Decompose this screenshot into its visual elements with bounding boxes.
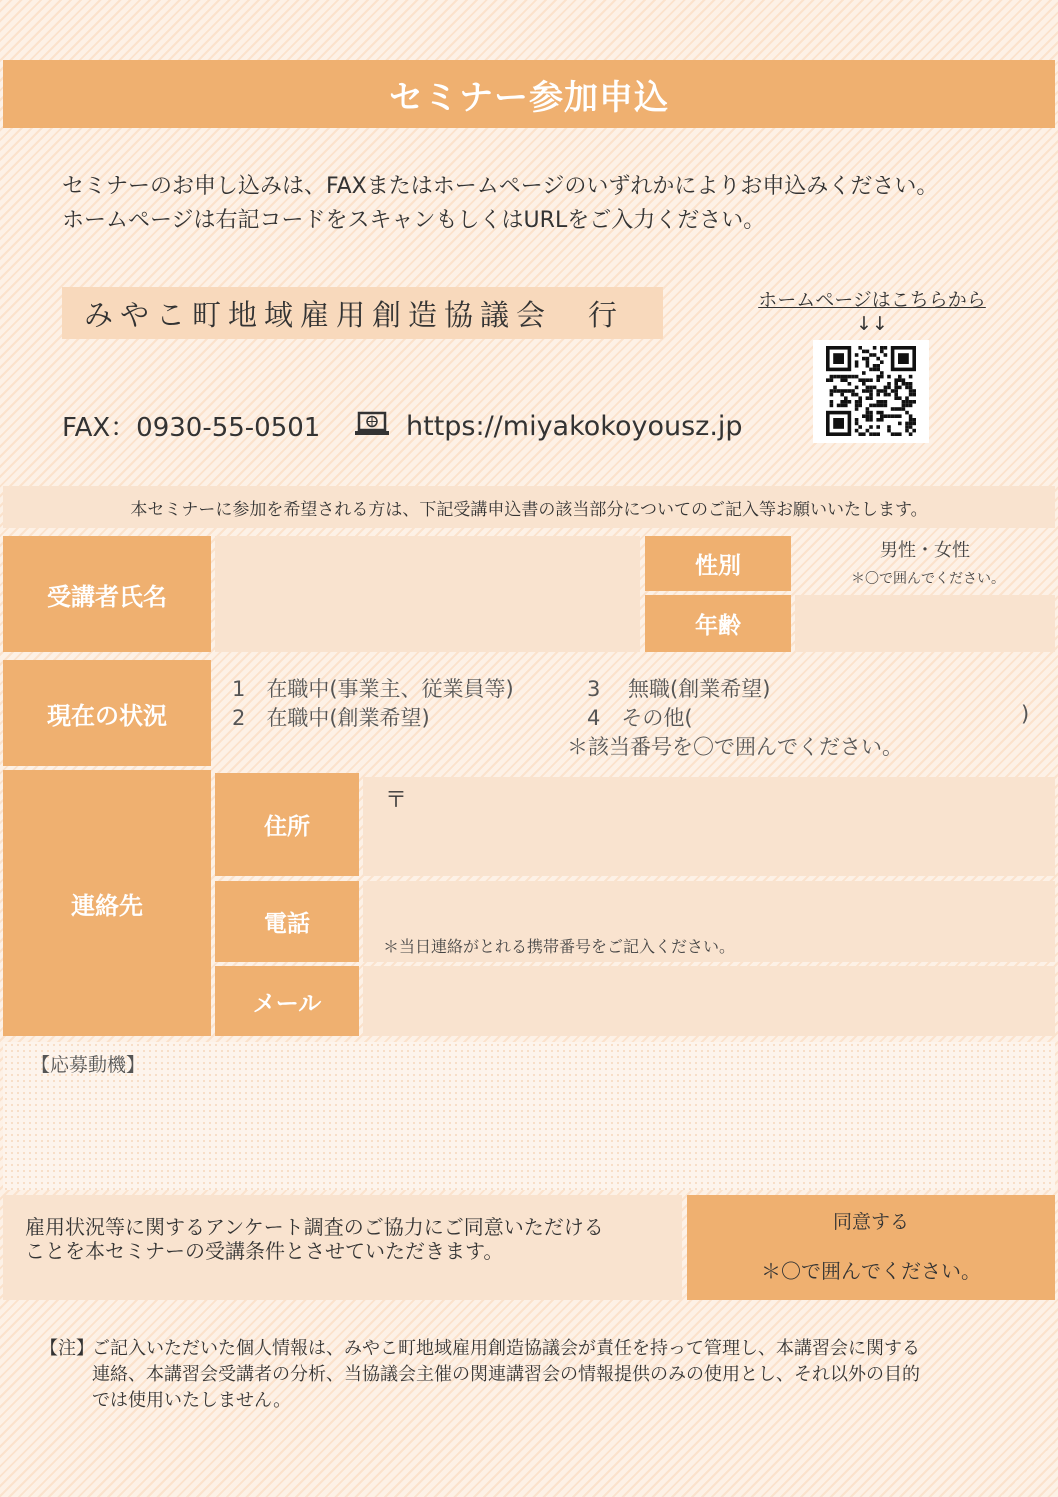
privacy-note bbox=[40, 1336, 920, 1414]
survey-text-line-1: 雇用状況等に関するアンケート調査のご協力にご同意いただける bbox=[25, 1215, 604, 1239]
privacy-note-tag: 【注】 bbox=[40, 1338, 94, 1359]
privacy-note-line-1: ご記入いただいた個人情報は、みやこ町地域雇用創造協議会が責任を持って管理し、本講習会に関する bbox=[92, 1338, 920, 1359]
agree-box[interactable] bbox=[687, 1195, 1055, 1300]
fax-number: FAX：0930-55-0501 bbox=[62, 413, 321, 443]
age-label: 年齢 bbox=[645, 595, 791, 652]
agree-note: ＊〇で囲んでください。 bbox=[761, 1259, 981, 1283]
gender-field[interactable] bbox=[795, 536, 1055, 591]
intro-line-2: ホームページは右記コードをスキャンもしくはURLをご入力ください。 bbox=[62, 208, 766, 233]
homepage-url-link[interactable]: https://miyakokoyousz.jp bbox=[406, 411, 743, 442]
qr-code[interactable] bbox=[813, 340, 929, 443]
status-option-4: 4 その他( bbox=[587, 706, 693, 730]
status-option-3: 3 無職(創業希望) bbox=[587, 677, 771, 701]
status-field[interactable] bbox=[215, 660, 1055, 766]
survey-text-box bbox=[3, 1195, 682, 1300]
postal-mark: 〒 bbox=[385, 788, 408, 813]
email-label: メール bbox=[215, 966, 359, 1036]
agree-text: 同意する bbox=[832, 1211, 909, 1233]
status-option-4-close: ) bbox=[1021, 702, 1030, 726]
phone-label: 電話 bbox=[215, 881, 359, 962]
address-field[interactable] bbox=[363, 777, 1055, 876]
name-field[interactable] bbox=[215, 536, 640, 652]
phone-field[interactable] bbox=[363, 881, 1055, 962]
name-label: 受講者氏名 bbox=[3, 536, 211, 652]
arrow-down-icon: ↓↓ bbox=[856, 313, 888, 335]
status-note: ＊該当番号を〇で囲んでください。 bbox=[567, 735, 903, 759]
phone-note: ＊当日連絡がとれる携帯番号をご記入ください。 bbox=[383, 937, 736, 956]
gender-options: 男性・女性 bbox=[880, 540, 970, 561]
homepage-note-text: ホームページはこちらから bbox=[758, 289, 986, 311]
contact-label: 連絡先 bbox=[3, 770, 211, 1036]
intro-line-1: セミナーのお申し込みは、FAXまたはホームページのいずれかによりお申込みください。 bbox=[62, 174, 939, 199]
recipient-box: みやこ町地域雇用創造協議会 行 bbox=[62, 287, 663, 339]
motivation-field[interactable] bbox=[3, 1042, 1055, 1190]
email-field[interactable] bbox=[363, 966, 1055, 1036]
status-option-1: 1 在職中(事業主、従業員等) bbox=[232, 677, 514, 701]
homepage-note bbox=[752, 288, 992, 336]
status-label: 現在の状況 bbox=[3, 660, 211, 766]
age-field[interactable] bbox=[795, 595, 1055, 652]
notice-bar: 本セミナーに参加を希望される方は、下記受講申込書の該当部分についてのご記入等お願いいたします。 bbox=[3, 486, 1055, 528]
privacy-note-line-2: 連絡、本講習会受講者の分析、当協議会主催の関連講習会の情報提供のみの使用とし、それ以外の目的 bbox=[92, 1364, 920, 1385]
laptop-icon bbox=[352, 410, 392, 440]
survey-text-line-2: ことを本セミナーの受講条件とさせていただきます。 bbox=[25, 1239, 504, 1263]
motivation-label: 【応募動機】 bbox=[31, 1054, 146, 1076]
intro-text bbox=[62, 170, 938, 238]
address-label: 住所 bbox=[215, 773, 359, 876]
qr-code-icon bbox=[813, 340, 929, 443]
gender-label: 性別 bbox=[645, 536, 791, 591]
gender-note: ＊〇で囲んでください。 bbox=[851, 571, 1005, 587]
survey-text bbox=[25, 1215, 604, 1263]
privacy-note-line-3: では使用いたしません。 bbox=[92, 1390, 292, 1411]
status-option-2: 2 在職中(創業希望) bbox=[232, 706, 430, 730]
page-title: セミナー参加申込 bbox=[3, 60, 1055, 128]
